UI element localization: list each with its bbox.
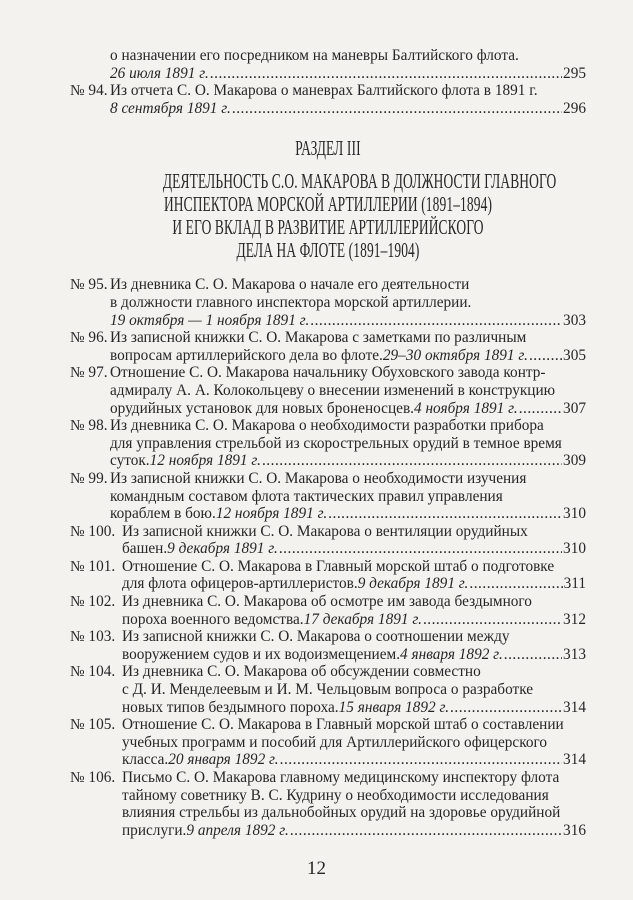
toc-entry bbox=[70, 82, 586, 117]
entry-text-tail: новых типов бездымного пороха. bbox=[122, 698, 339, 716]
toc-page bbox=[70, 47, 586, 839]
entry-line: Из дневника С. О. Макарова о необходимости разработки прибора bbox=[110, 417, 544, 435]
entry-text bbox=[122, 523, 586, 558]
entry-date: 17 декабря 1891 г. bbox=[303, 610, 422, 628]
toc-entry bbox=[70, 329, 586, 364]
entry-text-tail: вооружением судов и их водоизмещением. bbox=[122, 645, 401, 663]
dot-leader bbox=[232, 100, 562, 118]
toc-entry bbox=[70, 276, 586, 329]
entry-text bbox=[110, 276, 586, 329]
entry-page: 313 bbox=[563, 645, 586, 663]
page-number: 12 bbox=[307, 858, 326, 879]
entry-text-tail: класса. bbox=[122, 751, 169, 769]
entry-page: 305 bbox=[563, 346, 586, 364]
dot-leader bbox=[310, 312, 562, 330]
entry-text-tail: кораблем в бою. bbox=[110, 505, 216, 523]
toc-entry bbox=[70, 364, 586, 417]
dot-leader bbox=[450, 699, 562, 717]
entry-last-line bbox=[110, 312, 586, 330]
toc-entry bbox=[70, 417, 586, 470]
entry-line: Из записной книжки С. О. Макарова о необходимости изучения bbox=[110, 469, 527, 487]
entry-date: 12 ноября 1891 г. bbox=[149, 452, 261, 470]
entry-date: 9 декабря 1891 г. bbox=[357, 575, 469, 593]
entry-line: Письмо С. О. Макарова главному медицинскому инспектору флота bbox=[122, 769, 560, 786]
entry-last-line bbox=[110, 347, 586, 365]
entry-line: Отношение С. О. Макарова в Главный морской штаб о подготовке bbox=[122, 557, 555, 575]
entry-last-line bbox=[122, 611, 586, 629]
entry-text bbox=[122, 628, 586, 663]
entry-text bbox=[110, 82, 586, 117]
entry-text bbox=[122, 769, 586, 839]
toc-entry bbox=[70, 769, 586, 839]
entry-line: Отношение С. О. Макарова начальнику Обуховского завода контр- bbox=[110, 364, 546, 382]
entry-line: Отношение С. О. Макарова в Главный морской штаб о составлении bbox=[122, 716, 564, 734]
entry-last-line bbox=[122, 699, 586, 717]
dot-leader bbox=[290, 822, 562, 840]
entry-number: № 101. bbox=[70, 557, 116, 575]
toc-entries bbox=[70, 276, 586, 839]
entry-line: Из дневника С. О. Макарова об осмотре им завода бездымного bbox=[122, 593, 532, 611]
entry-text bbox=[110, 47, 586, 82]
dot-leader bbox=[262, 452, 562, 470]
entry-page: 310 bbox=[563, 540, 586, 558]
entry-line: Из дневника С. О. Макарова об обсуждении совместно bbox=[122, 663, 481, 681]
section-title-line: И ЕГО ВКЛАД В РАЗВИТИЕ АРТИЛЛЕРИЙСКОГО bbox=[172, 215, 484, 240]
entry-last-line bbox=[110, 100, 586, 118]
entry-date: 20 января 1892 г. bbox=[168, 751, 279, 769]
dot-leader bbox=[279, 540, 562, 558]
entry-number: № 95. bbox=[70, 276, 108, 294]
entry-number: № 97. bbox=[70, 364, 108, 382]
entry-last-line bbox=[122, 646, 586, 664]
entry-number: № 103. bbox=[70, 628, 116, 646]
entry-number: № 99. bbox=[70, 469, 108, 487]
toc-entry bbox=[70, 470, 586, 523]
toc-entry bbox=[70, 523, 586, 558]
entry-number: № 106. bbox=[70, 769, 116, 786]
entry-line: Из записной книжки С. О. Макарова о вентиляции орудийных bbox=[122, 522, 528, 540]
entry-last-line bbox=[110, 452, 586, 470]
toc-entries-before bbox=[70, 47, 586, 117]
entry-text-tail: вопросам артиллерийского дела во флоте. bbox=[110, 346, 383, 364]
toc-entry bbox=[70, 716, 586, 769]
entry-text bbox=[122, 558, 586, 593]
entry-page: 312 bbox=[563, 610, 586, 628]
entry-last-line bbox=[122, 822, 586, 840]
entry-last-line bbox=[110, 65, 586, 83]
section-heading bbox=[70, 137, 586, 262]
entry-page: 296 bbox=[563, 99, 586, 117]
entry-page: 310 bbox=[563, 505, 586, 523]
entry-page: 314 bbox=[563, 698, 586, 716]
entry-line: для управления стрельбой из скорострельных орудий в темное время bbox=[110, 434, 562, 452]
entry-last-line bbox=[110, 400, 586, 418]
entry-date: 4 ноября 1891 г. bbox=[414, 399, 518, 417]
toc-entry bbox=[70, 628, 586, 663]
entry-date: 9 апреля 1892 г. bbox=[186, 821, 289, 839]
entry-line: Из отчета С. О. Макарова о маневрах Балтийского флота в 1891 г. bbox=[110, 82, 538, 100]
entry-date: 8 сентября 1891 г. bbox=[110, 99, 231, 117]
dot-leader bbox=[519, 400, 562, 418]
entry-page: 314 bbox=[563, 751, 586, 769]
dot-leader bbox=[504, 646, 562, 664]
entry-line: тайному советнику В. С. Кудрину о необходимости исследования bbox=[122, 786, 549, 804]
toc-entry bbox=[70, 593, 586, 628]
entry-text-tail: суток. bbox=[110, 452, 150, 470]
entry-text bbox=[122, 716, 586, 769]
entry-line: Из записной книжки С. О. Макарова с заметками по различным bbox=[110, 329, 527, 347]
entry-last-line bbox=[110, 505, 586, 523]
entry-number: № 98. bbox=[70, 417, 108, 435]
entry-number: № 102. bbox=[70, 593, 116, 611]
entry-line: учебных программ и пособий для Артиллерийского офицерского bbox=[122, 733, 548, 751]
entry-date: 29–30 октября 1891 г. bbox=[382, 346, 528, 364]
section-title-line: ДЕЛА НА ФЛОТЕ (1891–1904) bbox=[236, 238, 420, 263]
entry-line: о назначении его посредником на маневры Балтийского флота. bbox=[110, 47, 519, 64]
section-title-line: ИНСПЕКТОРА МОРСКОЙ АРТИЛЛЕРИИ (1891–1894) bbox=[163, 192, 493, 217]
entry-number: № 105. bbox=[70, 716, 116, 734]
entry-last-line bbox=[122, 575, 586, 593]
entry-page: 303 bbox=[563, 311, 586, 329]
entry-line: в должности главного инспектора морской артиллерии. bbox=[110, 293, 472, 311]
entry-last-line bbox=[122, 751, 586, 769]
entry-text-tail: прислуги. bbox=[122, 821, 187, 839]
entry-page: 307 bbox=[563, 399, 586, 417]
toc-entry bbox=[70, 558, 586, 593]
entry-date: 9 декабря 1891 г. bbox=[167, 540, 278, 558]
dot-leader bbox=[469, 575, 562, 593]
entry-date: 26 июля 1891 г. bbox=[110, 64, 209, 82]
entry-text bbox=[110, 470, 586, 523]
entry-line: командным составом флота тактических правил управления bbox=[110, 487, 503, 505]
entry-date: 4 января 1892 г. bbox=[400, 645, 503, 663]
entry-number: № 104. bbox=[70, 663, 116, 681]
entry-text-tail: орудийных установок для новых броненосцев. bbox=[110, 399, 414, 417]
entry-number bbox=[70, 47, 110, 82]
section-title-line: ДЕЯТЕЛЬНОСТЬ С.О. МАКАРОВА В ДОЛЖНОСТИ ГЛАВНОГО bbox=[162, 169, 557, 194]
entry-line: Из дневника С. О. Макарова о начале его деятельности bbox=[110, 276, 470, 294]
entry-line: влияния стрельбы из дальнобойных орудий на здоровье орудийной bbox=[122, 804, 561, 822]
entry-number: № 94. bbox=[70, 82, 108, 100]
entry-date: 15 января 1892 г. bbox=[338, 698, 450, 716]
entry-number: № 96. bbox=[70, 329, 108, 347]
entry-text bbox=[110, 329, 586, 364]
entry-line: адмиралу А. А. Колокольцеву о внесении изменений в конструкцию bbox=[110, 381, 556, 399]
dot-leader bbox=[529, 347, 562, 365]
entry-text bbox=[122, 663, 586, 716]
entry-text-tail: башен. bbox=[122, 540, 168, 558]
entry-text bbox=[110, 417, 586, 470]
dot-leader bbox=[210, 65, 562, 83]
entry-number: № 100. bbox=[70, 522, 116, 540]
dot-leader bbox=[328, 505, 562, 523]
entry-text-tail: пороха военного ведомства. bbox=[122, 610, 304, 628]
toc-entry bbox=[70, 47, 586, 82]
entry-date: 19 октября — 1 ноября 1891 г. bbox=[110, 311, 310, 329]
dot-leader bbox=[423, 611, 562, 629]
entry-page: 295 bbox=[563, 64, 586, 82]
entry-text bbox=[122, 593, 586, 628]
entry-page: 309 bbox=[563, 452, 586, 470]
entry-last-line bbox=[122, 540, 586, 558]
entry-text-tail: для флота офицеров-артиллеристов. bbox=[122, 575, 358, 593]
dot-leader bbox=[280, 751, 562, 769]
entry-page: 316 bbox=[563, 821, 586, 839]
entry-page: 311 bbox=[563, 575, 586, 593]
section-label: РАЗДЕЛ III bbox=[295, 136, 361, 161]
entry-line: с Д. И. Менделеевым и И. М. Чельцовым вопроса о разработке bbox=[122, 681, 534, 699]
entry-date: 12 ноября 1891 г. bbox=[215, 505, 328, 523]
toc-entry bbox=[70, 663, 586, 716]
entry-text bbox=[110, 364, 586, 417]
entry-line: Из записной книжки С. О. Макарова о соотношении между bbox=[122, 628, 510, 646]
